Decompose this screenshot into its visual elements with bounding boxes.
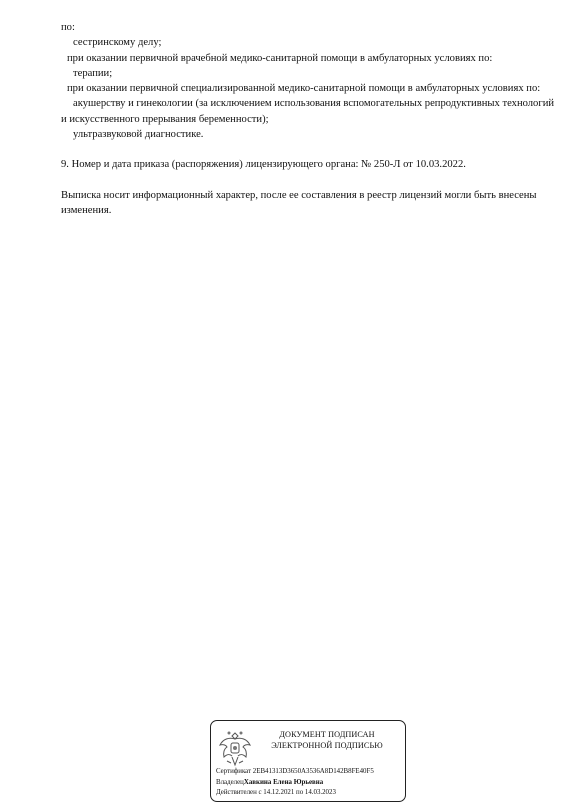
text-line-obstetrics: акушерству и гинекологии (за исключением использования вспомогательных репродуктивных технологий и искусственного прерывания беременности); — [61, 98, 555, 125]
document-body — [61, 20, 561, 218]
text-line-primary-care: при оказании первичной врачебной медико-санитарной помощи в амбулаторных условиях по: — [67, 52, 493, 64]
owner-name: Хавкина Елена Юрьевна — [243, 778, 324, 786]
owner-label: Владелец — [216, 778, 244, 786]
text-line-specialized-care: при оказании первичной специализированной медико-санитарной помощи в амбулаторных условиях по: — [67, 83, 541, 95]
signature-title-line-2: ЭЛЕКТРОННОЙ ПОДПИСЬЮ — [271, 741, 383, 750]
signature-details — [216, 767, 374, 799]
owner-line — [216, 778, 374, 789]
electronic-signature-stamp — [210, 720, 406, 802]
certificate-line: Сертификат 2EB41313D3650A3536A8D142B8FE40F5 — [216, 768, 374, 775]
russian-coat-of-arms-icon — [217, 727, 253, 769]
text-line-po: по: — [61, 22, 75, 33]
signature-title — [257, 729, 397, 751]
signature-title-line-1: ДОКУМЕНТ ПОДПИСАН — [279, 730, 375, 739]
disclaimer-note: Выписка носит информационный характер, после ее составления в реестр лицензий могли быть внесены изменения. — [61, 189, 537, 216]
order-line: 9. Номер и дата приказа (распоряжения) лицензирующего органа: № 250-Л от 10.03.2022. — [61, 159, 466, 171]
text-line-ultrasound: ультразвуковой диагностике. — [73, 129, 204, 141]
text-line-therapy: терапии; — [73, 67, 113, 79]
text-line-nursing: сестринскому делу; — [73, 37, 162, 49]
validity-line: Действителен с 14.12.2021 по 14.03.2023 — [216, 789, 336, 796]
